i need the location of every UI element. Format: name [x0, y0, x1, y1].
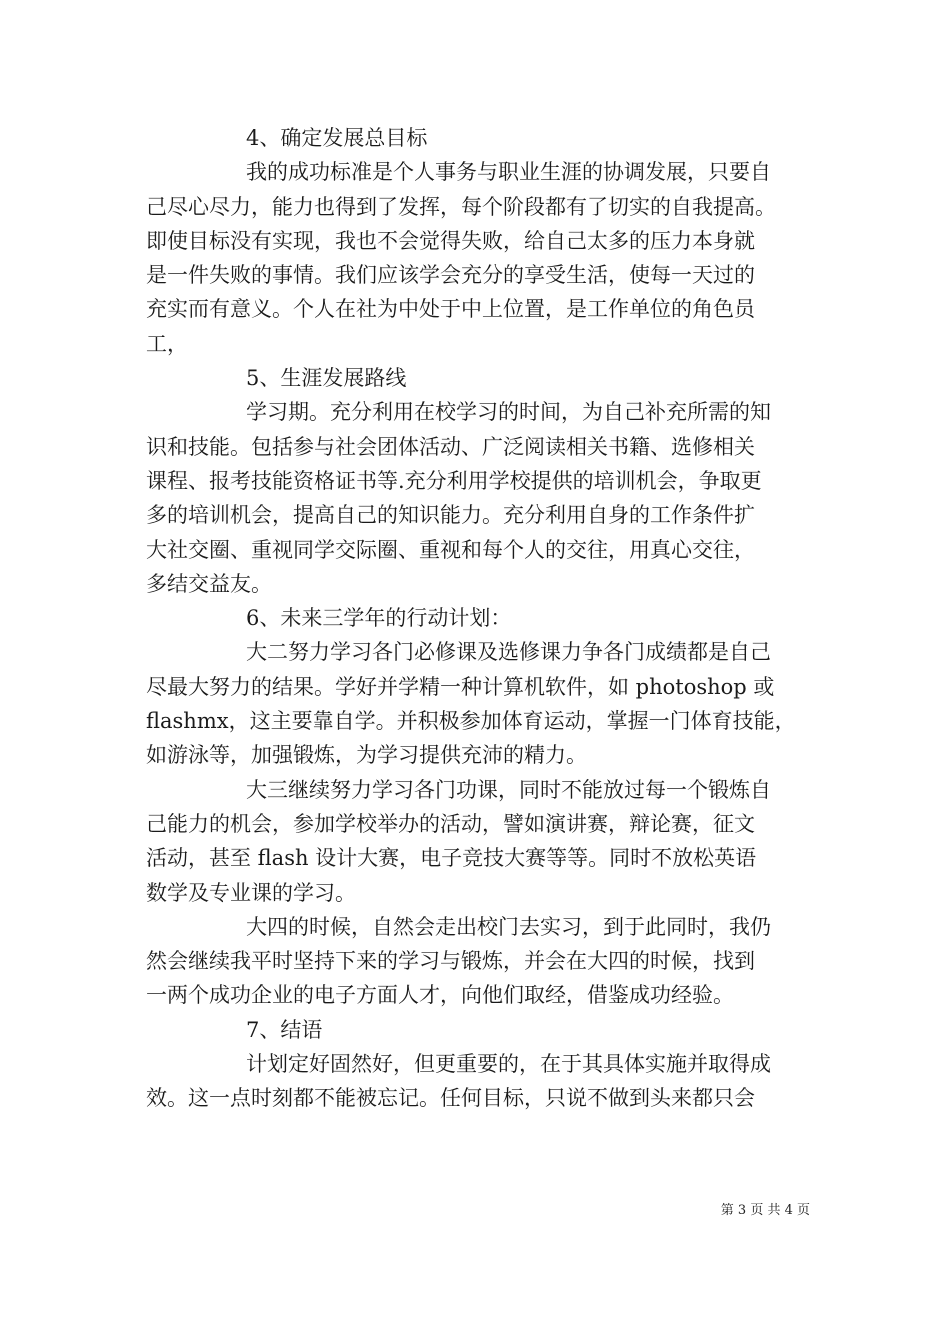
paragraph-line: 然会继续我平时坚持下来的学习与锻炼，并会在大四的时候，找到	[146, 949, 755, 974]
section-heading: 5、生涯发展路线	[246, 366, 407, 391]
paragraph-line: 充实而有意义。个人在社为中处于中上位置，是工作单位的角色员	[146, 297, 755, 322]
paragraph-line: 大社交圈、重视同学交际圈、重视和每个人的交往，用真心交往，	[146, 537, 755, 562]
paragraph-line: 大二努力学习各门必修课及选修课力争各门成绩都是自己	[246, 640, 771, 665]
paragraph-line: 多结交益友。	[146, 571, 272, 596]
page-number-footer: 第 3 页 共 4 页	[720, 1203, 810, 1218]
paragraph-line: 识和技能。包括参与社会团体活动、广泛阅读相关书籍、选修相关	[146, 434, 755, 459]
paragraph-line: 是一件失败的事情。我们应该学会充分的享受生活，使每一天过的	[146, 263, 755, 288]
document-body	[146, 121, 810, 1116]
paragraph-line: 计划定好固然好，但更重要的，在于其具体实施并取得成	[246, 1052, 771, 1077]
paragraph-line: 课程、报考技能资格证书等.充分利用学校提供的培训机会，争取更	[146, 468, 762, 493]
paragraph-line: 工，	[146, 331, 188, 356]
paragraph-line: 大三继续努力学习各门功课，同时不能放过每一个锻炼自	[246, 777, 771, 802]
paragraph-line: 活动，甚至 flash 设计大赛，电子竞技大赛等等。同时不放松英语	[146, 846, 757, 871]
paragraph-line: 即使目标没有实现，我也不会觉得失败，给自己太多的压力本身就	[146, 228, 755, 253]
section-heading: 7、结语	[246, 1017, 323, 1042]
paragraph-line: 尽最大努力的结果。学好并学精一种计算机软件，如 photoshop 或	[146, 674, 775, 699]
paragraph-line: flashmx，这主要靠自学。并积极参加体育运动，掌握一门体育技能，	[146, 709, 796, 734]
paragraph-line: 大四的时候，自然会走出校门去实习，到于此同时，我仍	[246, 914, 771, 939]
paragraph-line: 学习期。充分利用在校学习的时间，为自己补充所需的知	[246, 400, 771, 425]
paragraph-line: 己尽心尽力，能力也得到了发挥，每个阶段都有了切实的自我提高。	[146, 194, 776, 219]
paragraph-line: 数学及专业课的学习。	[146, 880, 356, 905]
paragraph-line: 效。这一点时刻都不能被忘记。任何目标，只说不做到头来都只会	[146, 1086, 755, 1111]
paragraph-line: 多的培训机会，提高自己的知识能力。充分利用自身的工作条件扩	[146, 503, 755, 528]
paragraph-line: 我的成功标准是个人事务与职业生涯的协调发展，只要自	[246, 160, 771, 185]
section-heading: 4、确定发展总目标	[246, 126, 428, 150]
paragraph-line: 如游泳等，加强锻炼，为学习提供充沛的精力。	[146, 743, 587, 768]
paragraph-line: 一两个成功企业的电子方面人才，向他们取经，借鉴成功经验。	[146, 983, 734, 1008]
paragraph-line: 己能力的机会，参加学校举办的活动，譬如演讲赛，辩论赛，征文	[146, 811, 755, 836]
section-heading: 6、未来三学年的行动计划：	[246, 606, 512, 631]
